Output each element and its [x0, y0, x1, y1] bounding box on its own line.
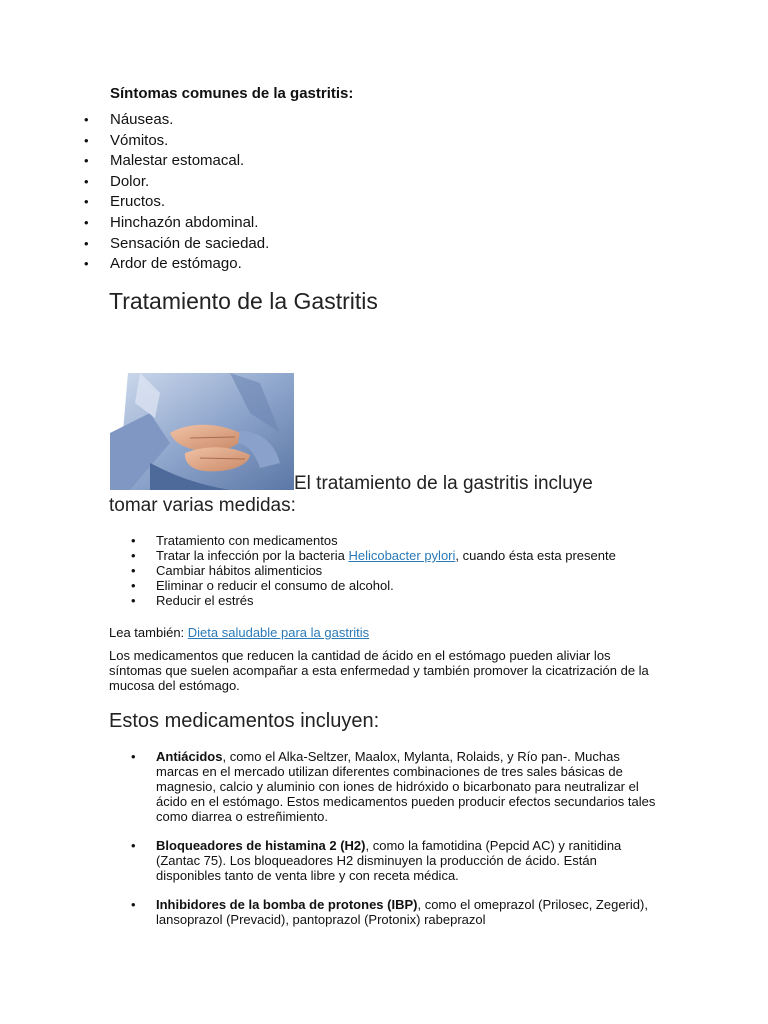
treatment-heading: Tratamiento de la Gastritis	[109, 288, 378, 314]
list-item: • Eliminar o reducir el consumo de alcohol.	[131, 578, 616, 593]
see-also-label: Lea también:	[109, 625, 188, 640]
intro-text	[109, 473, 649, 517]
list-item	[131, 548, 616, 563]
list-item: • Sensación de saciedad.	[84, 234, 269, 255]
item-text: Tratar la infección por la bacteria	[156, 548, 349, 563]
drug-name: Antiácidos	[156, 749, 223, 764]
list-item: • Hinchazón abdominal.	[84, 213, 269, 234]
list-item: • Reducir el estrés	[131, 593, 616, 608]
intro-line-2: tomar varias medidas:	[109, 495, 296, 516]
helicobacter-link[interactable]: Helicobacter pylori	[348, 548, 456, 563]
medications-list	[131, 749, 661, 941]
list-item: • Tratamiento con medicamentos	[131, 533, 616, 548]
see-also	[109, 625, 369, 640]
list-item: • Eructos.	[84, 192, 269, 213]
list-item: • Cambiar hábitos alimenticios	[131, 563, 616, 578]
drug-description: , como el Alka-Seltzer, Maalox, Mylanta, Rolaids, y Río pan-. Muchas marcas en el mercado utilizan diferentes combinaciones de tres sales básicas de magnesio, calcio y aluminio con iones de hidróxido o bicarbonato para neutralizar el ácido en el estómago. Estos medicamentos pueden producir efectos secundarios tales como diarrea o estreñimiento.	[156, 749, 656, 824]
drug-description: , como el omeprazol (Prilosec, Zegerid), lansoprazol (Prevacid), pantoprazol (Protonix) rabeprazol	[156, 897, 648, 927]
drug-description: , como la famotidina (Pepcid AC) y ranitidina (Zantac 75). Los bloqueadores H2 disminuyen la producción de ácido. Están disponibles tanto de venta libre y con receta médica.	[156, 838, 622, 883]
measures-list	[131, 533, 616, 608]
intro-line-1: El tratamiento de la gastritis incluye	[294, 473, 593, 494]
see-also-link[interactable]: Dieta saludable para la gastritis	[187, 625, 370, 640]
list-item: • Malestar estomacal.	[84, 151, 269, 172]
list-item: • Vómitos.	[84, 131, 269, 152]
list-item: • Dolor.	[84, 172, 269, 193]
drug-name: Inhibidores de la bomba de protones (IBP)	[156, 897, 418, 912]
list-item	[131, 749, 661, 824]
symptoms-list	[84, 110, 269, 275]
list-item: • Náuseas.	[84, 110, 269, 131]
symptoms-title: Síntomas comunes de la gastritis:	[110, 85, 354, 102]
list-item: • Ardor de estómago.	[84, 254, 269, 275]
drug-name: Bloqueadores de histamina 2 (H2)	[156, 838, 366, 853]
medications-heading: Estos medicamentos incluyen:	[109, 710, 380, 732]
list-item	[131, 838, 661, 883]
list-item	[131, 897, 661, 927]
treatment-paragraph: Los medicamentos que reducen la cantidad de ácido en el estómago pueden aliviar los síntomas que suelen acompañar a esta enfermedad y también promover la cicatrización de la mucosa del estómago.	[109, 648, 649, 693]
item-text: , cuando ésta esta presente	[455, 548, 616, 563]
